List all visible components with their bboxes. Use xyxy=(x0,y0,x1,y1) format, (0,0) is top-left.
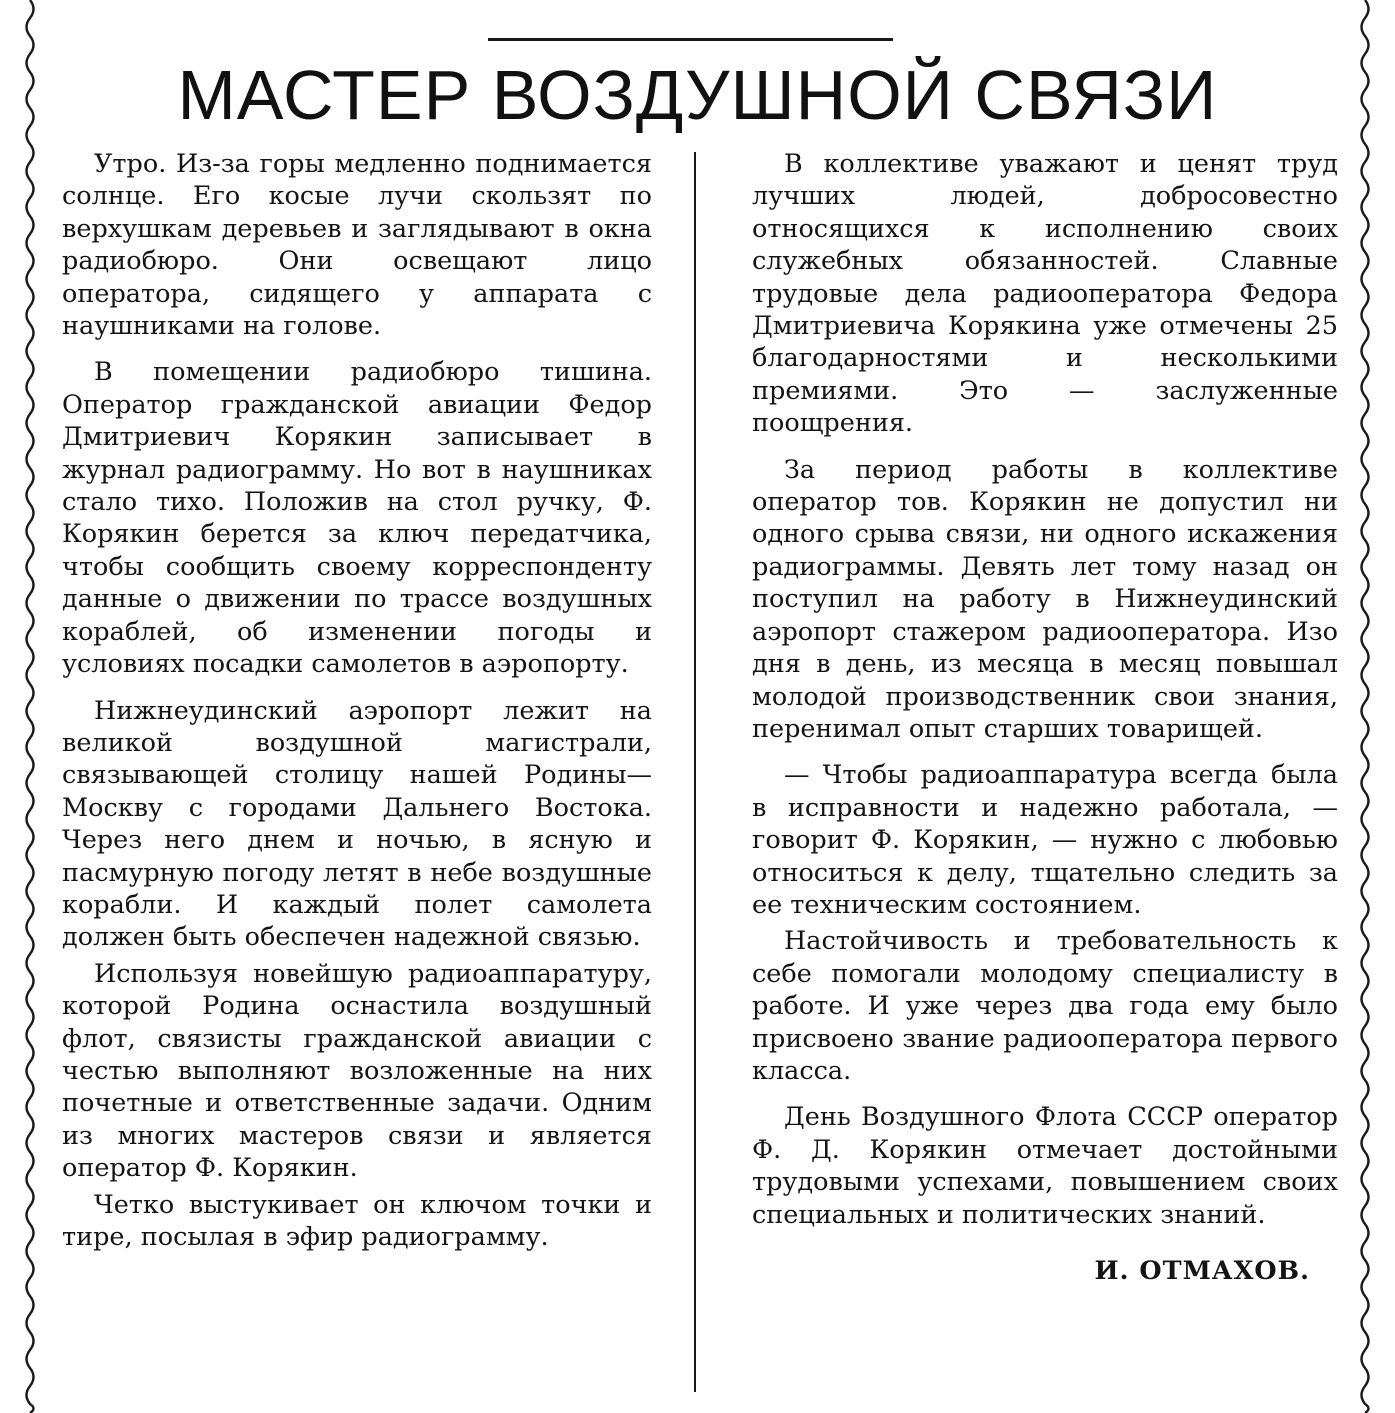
right-paragraph-3: — Чтобы радиоаппаратура всегда была в исправности и надежно работала, — говорит Ф. Корякин, — нужно с любовью относиться к делу, тщательно следить за ее техническим состоянием. xyxy=(752,760,1338,920)
left-paragraph-4: Используя новейшую радиоаппаратуру, которой Родина оснастила воздушный флот, связисты гражданской авиации с честью выполняют возложенные на них почетные и ответственные задачи. Одним из многих мастеров связи и является оператор Ф. Корякин. xyxy=(62,958,652,1184)
column-divider xyxy=(694,152,696,1392)
author-signature: И. ОТМАХОВ. xyxy=(1094,1256,1310,1286)
headline-rule xyxy=(488,38,893,41)
left-paragraph-2: В помещении радиобюро тишина. Оператор гражданской авиации Федор Дмитриевич Корякин записывает в журнал радиограмму. Но вот в наушниках стало тихо. Положив на стол ручку, Ф. Корякин берется за ключ передатчика, чтобы сообщить своему корреспонденту данные о движении по трассе воздушных кораблей, об изменении погоды и условиях посадки самолетов в аэропорту. xyxy=(62,357,652,680)
right-paragraph-4: Настойчивость и требовательность к себе помогали молодому специалисту в работе. И уже через два года ему было присвоено звание радиооператора первого класса. xyxy=(752,926,1338,1086)
right-column xyxy=(752,148,1338,1287)
left-paragraph-3: Нижнеудинский аэропорт лежит на великой воздушной магистрали, связывающей столицу нашей Родины— Москву с городами Дальнего Востока. Через него днем и ночью, в ясную и пасмурную погоду летят в небе воздушные корабли. И каждый полет самолета должен быть обеспечен надежной связью. xyxy=(62,695,652,953)
article-headline: МАСТЕР ВОЗДУШНОЙ СВЯЗИ xyxy=(177,56,1218,134)
left-wavy-border xyxy=(20,0,40,1413)
left-paragraph-5: Четко выстукивает он ключом точки и тире, посылая в эфир радиограмму. xyxy=(62,1189,652,1252)
right-paragraph-1: В коллективе уважают и ценят труд лучших людей, добросовестно относящихся к исполнению своих служебных обязанностей. Славные трудовые дела радиооператора Федора Дмитриевича Корякина уже отмечены 25 благодарностями и несколькими премиями. Это — заслуженные поощрения. xyxy=(752,149,1338,439)
left-column xyxy=(62,148,652,1253)
right-wavy-border xyxy=(1355,0,1375,1413)
right-paragraph-2: За период работы в коллективе оператор тов. Корякин не допустил ни одного срыва связи, ни одного искажения радиограммы. Девять лет тому назад он поступил на работу в Нижнеудинский аэропорт стажером радиооператора. Изо дня в день, из месяца в месяц повышал молодой производственник свои знания, перенимал опыт старших товарищей. xyxy=(752,454,1338,744)
right-paragraph-5: День Воздушного Флота СССР оператор Ф. Д. Корякин отмечает достойными трудовыми успехами, повышением своих специальных и политических знаний. xyxy=(752,1102,1338,1230)
left-paragraph-1: Утро. Из-за горы медленно поднимается солнце. Его косые лучи скользят по верхушкам деревьев и заглядывают в окна радиобюро. Они освещают лицо оператора, сидящего у аппарата с наушниками на голове. xyxy=(62,149,652,342)
